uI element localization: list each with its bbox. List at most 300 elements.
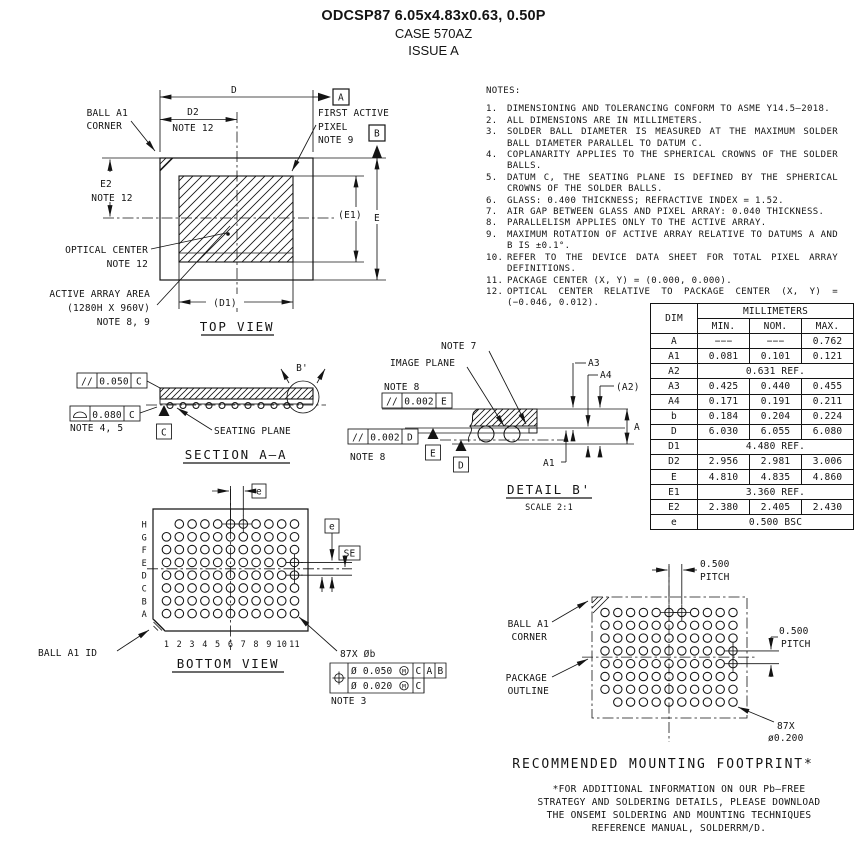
dim-a2-label: (A2) — [616, 382, 640, 393]
ball — [601, 608, 609, 616]
ball — [678, 647, 686, 655]
grid-label: G — [141, 533, 147, 544]
grid-label: 2 — [176, 640, 182, 650]
ball — [678, 634, 686, 642]
mounting-footprint — [506, 559, 814, 772]
dim-row: E1 3.360 REF. — [651, 485, 854, 500]
ball — [265, 597, 274, 606]
ball — [690, 660, 698, 668]
ball — [277, 584, 286, 593]
grid-label: 3 — [189, 640, 195, 650]
ball — [614, 634, 622, 642]
ball — [265, 558, 274, 567]
ball — [201, 571, 210, 580]
pitch-right-value: 0.500 — [779, 626, 809, 637]
ball — [232, 403, 238, 409]
grid-label: 8 — [253, 640, 259, 650]
fp-ball-a1-label-2: CORNER — [511, 632, 547, 643]
note-item: 4. COPLANARITY APPLIES TO THE SPHERICAL CROWNS OF THE SOLDER BALLS. — [486, 150, 838, 172]
ball — [239, 571, 248, 580]
fp-count-label-2: ø0.200 — [768, 733, 804, 744]
ball — [601, 685, 609, 693]
part-number: ODCSP87 6.05x4.83x0.63, 0.50P — [321, 8, 546, 24]
optical-center-label-2: NOTE 12 — [106, 259, 148, 270]
ball — [614, 608, 622, 616]
ball — [239, 609, 248, 618]
note-item: 10. REFER TO THE DEVICE DATA SHEET FOR TOTAL PIXEL ARRAY DEFINITIONS. — [486, 252, 838, 275]
ball — [626, 685, 634, 693]
fp-outline-label-1: PACKAGE — [505, 673, 547, 684]
pitch-top-value: 0.500 — [700, 559, 730, 570]
ball — [201, 597, 210, 606]
ball — [277, 520, 286, 529]
ball — [201, 609, 210, 618]
dim-row: E 4.810 4.835 4.860 — [651, 470, 854, 485]
footnote — [495, 783, 863, 835]
ball — [175, 545, 184, 554]
footer-line: STRATEGY AND SOLDERING DETAILS, PLEASE DOWNLOAD — [537, 797, 821, 808]
row-labels — [142, 521, 147, 621]
ball — [678, 660, 686, 668]
fcf-datum1c: B — [437, 666, 444, 677]
solder-ball-row — [167, 403, 303, 409]
ball — [690, 608, 698, 616]
ball — [219, 403, 225, 409]
ball — [265, 533, 274, 542]
ball — [188, 545, 197, 554]
par-d-datum: D — [407, 432, 413, 444]
grid-label: D — [141, 571, 147, 582]
ball — [690, 634, 698, 642]
ball — [601, 647, 609, 655]
pad-grid — [601, 604, 741, 706]
pitch-right-word: PITCH — [781, 639, 811, 650]
par-e-datum: E — [441, 396, 447, 408]
dim-e-label: E — [374, 213, 380, 224]
active-array-label-3: NOTE 8, 9 — [96, 317, 150, 328]
ball — [690, 685, 698, 693]
ball — [703, 698, 711, 706]
ball-a1-corner-label-1: BALL A1 — [86, 108, 128, 119]
se-label: SE — [343, 548, 356, 560]
footer-line: THE ONSEMI SOLDERING AND MOUNTING TECHNIQUES — [546, 810, 812, 821]
note-item: 1. DIMENSIONING AND TOLERANCING CONFORM TO ASME Y14.5–2018. — [486, 104, 831, 115]
dim-d1-label: (D1) — [213, 298, 237, 309]
ball — [162, 597, 171, 606]
ball — [290, 584, 299, 593]
ball — [213, 533, 222, 542]
ball — [162, 545, 171, 554]
grid-label: A — [141, 610, 147, 621]
ball — [175, 520, 184, 529]
pitch-e-label: e — [256, 486, 262, 498]
ball — [175, 558, 184, 567]
par-d-value: 0.002 — [370, 432, 400, 444]
note-item: 3. SOLDER BALL DIAMETER IS MEASURED AT THE MAXIMUM SOLDER BALL DIAMETER PARALLEL TO DATUM C. — [486, 127, 838, 149]
ball — [678, 621, 686, 629]
ball — [601, 621, 609, 629]
datum-c-label: C — [161, 427, 167, 439]
dim-a4-label: A4 — [600, 370, 612, 381]
ball — [652, 672, 660, 680]
ball — [277, 558, 286, 567]
ball-grid — [162, 516, 303, 618]
dim-e2-label: E2 — [100, 179, 112, 190]
ball — [290, 520, 299, 529]
ball — [201, 558, 210, 567]
ball — [239, 533, 248, 542]
dim-row: D2 2.956 2.981 3.006 — [651, 454, 854, 469]
ball — [639, 660, 647, 668]
ball — [601, 634, 609, 642]
ball — [239, 545, 248, 554]
ball — [652, 634, 660, 642]
ball — [213, 597, 222, 606]
ball — [652, 698, 660, 706]
ball — [290, 545, 299, 554]
ball — [188, 533, 197, 542]
top-view-caption: TOP VIEW — [199, 319, 275, 334]
coplanarity-datum: C — [129, 410, 135, 421]
pitch-e-right-label: e — [329, 521, 335, 533]
detail-callout-label: B' — [296, 363, 308, 374]
ball — [180, 403, 186, 409]
ball — [716, 672, 724, 680]
ball — [162, 584, 171, 593]
ball — [652, 660, 660, 668]
ball — [626, 647, 634, 655]
dimension-table — [650, 303, 854, 530]
datum-b-label: B — [374, 128, 380, 140]
ball — [297, 403, 303, 409]
ball — [690, 672, 698, 680]
ball — [729, 634, 737, 642]
ball — [193, 403, 199, 409]
ball — [245, 403, 251, 409]
note-item: 6. GLASS: 0.400 THICKNESS; REFRACTIVE INDEX = 1.52. — [486, 195, 784, 206]
note-item: 8. PARALLELISM APPLIES ONLY TO THE ACTIVE ARRAY. — [486, 218, 767, 229]
ball — [729, 698, 737, 706]
ball — [639, 621, 647, 629]
dim-row: A3 0.425 0.440 0.455 — [651, 379, 854, 394]
datum-b-arrow — [372, 145, 382, 158]
dim-row: A2 0.631 REF. — [651, 364, 854, 379]
note-item: 9. MAXIMUM ROTATION OF ACTIVE ARRAY RELATIVE TO DATUMS A AND B IS ±0.1°. — [486, 229, 838, 252]
fp-ball-a1-label-1: BALL A1 — [507, 619, 549, 630]
grid-label: 1 — [163, 640, 170, 650]
ball — [162, 533, 171, 542]
ball — [162, 571, 171, 580]
ball — [277, 597, 286, 606]
parallelism-value: 0.050 — [99, 376, 129, 388]
seating-plane-label: SEATING PLANE — [214, 426, 291, 437]
ball — [252, 520, 261, 529]
ball — [252, 545, 261, 554]
min-header: MIN. — [698, 319, 750, 334]
ball — [729, 608, 737, 616]
dim-d2-note: NOTE 12 — [172, 123, 214, 134]
ball — [639, 685, 647, 693]
datum-d-label: D — [458, 460, 464, 472]
dim-e2-note: NOTE 12 — [91, 193, 133, 204]
ball — [703, 685, 711, 693]
ball-a1-corner-label-2: CORNER — [86, 121, 122, 132]
dim-a3-label: A3 — [588, 358, 600, 369]
ball — [167, 403, 173, 409]
dim-row: A1 0.081 0.101 0.121 — [651, 349, 854, 364]
fcf-dia2: Ø 0.020 — [351, 681, 393, 692]
ball — [175, 571, 184, 580]
notes-list — [486, 104, 838, 309]
ball — [678, 698, 686, 706]
ball — [690, 698, 698, 706]
ball — [265, 571, 274, 580]
note-item: 2. ALL DIMENSIONS ARE IN MILLIMETERS. — [486, 115, 704, 126]
ball — [188, 558, 197, 567]
fcf-mod1: M — [402, 667, 406, 676]
ball — [213, 571, 222, 580]
fcf-datum1b: A — [426, 666, 433, 677]
grid-label: 7 — [240, 640, 246, 650]
ball — [614, 621, 622, 629]
par-e-symbol: // — [386, 396, 398, 408]
ball — [277, 609, 286, 618]
bottom-view — [38, 484, 446, 707]
ball — [201, 584, 210, 593]
detail-b-caption: DETAIL B' — [507, 482, 591, 497]
ball — [239, 597, 248, 606]
fcf-datum1a: C — [415, 666, 422, 677]
image-plane-label: IMAGE PLANE — [390, 358, 456, 369]
active-array-label-2: (1280H X 960V) — [67, 303, 150, 314]
ball — [175, 609, 184, 618]
parallelism-symbol: // — [81, 376, 93, 388]
ball — [716, 621, 724, 629]
grid-label: 5 — [215, 640, 221, 650]
ball — [729, 685, 737, 693]
grid-label: 6 — [227, 640, 234, 650]
fcf-datum2a: C — [415, 681, 422, 692]
ball — [265, 545, 274, 554]
ball — [614, 698, 622, 706]
ball — [162, 609, 171, 618]
grid-label: 10 — [276, 640, 288, 650]
section-aa — [70, 363, 326, 463]
note-item: 5. DATUM C, THE SEATING PLANE IS DEFINED BY THE SPHERICAL CROWNS OF THE SOLDER BALLS. — [486, 172, 838, 195]
coplanarity-icon — [74, 412, 87, 417]
footprint-caption: RECOMMENDED MOUNTING FOOTPRINT* — [512, 757, 814, 772]
dim-d2-label: D2 — [187, 107, 199, 118]
ball — [601, 660, 609, 668]
note3-label: NOTE 3 — [331, 696, 367, 707]
ball — [277, 571, 286, 580]
ball — [252, 609, 261, 618]
dim-d-label: D — [231, 85, 237, 96]
dim-row: e 0.500 BSC — [651, 515, 854, 530]
note-item: 11. PACKAGE CENTER (X, Y) = (0.000, 0.000). — [486, 275, 732, 286]
notes-heading: NOTES: — [486, 86, 521, 96]
grid-label: B — [141, 597, 147, 608]
grid-label: F — [141, 546, 147, 557]
notes-section — [486, 86, 838, 310]
fcf-mod2: M — [402, 682, 406, 691]
dim-row: E2 2.380 2.405 2.430 — [651, 500, 854, 515]
ball — [652, 608, 660, 616]
ball — [201, 533, 210, 542]
first-active-pixel-label-2: PIXEL — [318, 122, 348, 133]
section-aa-caption: SECTION A–A — [184, 447, 288, 462]
ball — [703, 672, 711, 680]
ball — [614, 647, 622, 655]
ball — [201, 545, 210, 554]
ball — [162, 558, 171, 567]
parallelism-datum: C — [136, 376, 142, 388]
ball — [614, 672, 622, 680]
dim-header: DIM — [651, 304, 698, 334]
section-note: NOTE 4, 5 — [70, 423, 124, 434]
grid-label: H — [141, 520, 147, 531]
datum-a-arrow — [318, 93, 331, 101]
ball — [188, 520, 197, 529]
datum-a-label: A — [338, 92, 344, 104]
ball — [188, 571, 197, 580]
ball — [175, 584, 184, 593]
ball — [729, 621, 737, 629]
ball — [652, 685, 660, 693]
ball — [213, 584, 222, 593]
ball — [703, 608, 711, 616]
first-active-pixel-label-3: NOTE 9 — [318, 135, 354, 146]
ball — [639, 698, 647, 706]
optical-center-label-1: OPTICAL CENTER — [65, 245, 148, 256]
grid-label: 11 — [289, 640, 300, 650]
ball — [678, 685, 686, 693]
ball — [265, 584, 274, 593]
fp-outline-label-2: OUTLINE — [507, 686, 549, 697]
ball — [601, 672, 609, 680]
ball — [614, 685, 622, 693]
ball — [678, 672, 686, 680]
ball — [175, 533, 184, 542]
par-e-value: 0.002 — [404, 396, 434, 408]
grid-label: 9 — [266, 640, 272, 650]
datum-e-flag — [428, 428, 439, 439]
dim-row: D 6.030 6.055 6.080 — [651, 424, 854, 439]
ball — [729, 672, 737, 680]
dim-e1-label: (E1) — [338, 210, 362, 221]
ball — [716, 698, 724, 706]
ball — [252, 533, 261, 542]
ball — [652, 647, 660, 655]
note-item: 7. AIR GAP BETWEEN GLASS AND PIXEL ARRAY: 0.040 THICKNESS. — [486, 207, 825, 218]
ball — [626, 660, 634, 668]
ball — [639, 608, 647, 616]
ball — [690, 621, 698, 629]
fp-count-label-1: 87X — [777, 721, 795, 732]
ball — [639, 672, 647, 680]
ball — [252, 584, 261, 593]
ball — [690, 647, 698, 655]
case-number: CASE 570AZ — [394, 26, 473, 41]
ball — [252, 597, 261, 606]
ball — [290, 609, 299, 618]
detail-b — [348, 341, 640, 513]
ball — [258, 403, 264, 409]
ball — [626, 621, 634, 629]
ball — [626, 672, 634, 680]
ball — [703, 621, 711, 629]
ball — [626, 634, 634, 642]
ball — [277, 533, 286, 542]
ball — [206, 403, 212, 409]
footer-line: REFERENCE MANUAL, SOLDERRM/D. — [591, 823, 767, 834]
ball — [271, 403, 277, 409]
issue: ISSUE A — [408, 43, 459, 58]
ball — [188, 597, 197, 606]
ball — [703, 647, 711, 655]
ball — [716, 608, 724, 616]
nom-header: NOM. — [750, 319, 802, 334]
ball — [213, 520, 222, 529]
coplanarity-value: 0.080 — [92, 410, 122, 421]
pitch-top-word: PITCH — [700, 572, 730, 583]
units-header: MILLIMETERS — [698, 304, 854, 319]
ball — [188, 609, 197, 618]
ball — [239, 584, 248, 593]
glass-detail — [470, 409, 537, 426]
ball — [716, 647, 724, 655]
dim-row: b 0.184 0.204 0.224 — [651, 409, 854, 424]
datum-e-label: E — [430, 448, 436, 460]
detail-b-scale: SCALE 2:1 — [525, 503, 573, 513]
note-item: 12. OPTICAL CENTER RELATIVE TO PACKAGE CENTER (X, Y) = (−0.046, 0.012). — [486, 286, 838, 309]
title-block — [0, 8, 867, 58]
ball — [239, 558, 248, 567]
datum-c-flag — [159, 405, 170, 416]
glass-section — [160, 388, 313, 399]
optical-center-dot — [226, 232, 230, 236]
max-header: MAX. — [802, 319, 854, 334]
ball — [265, 609, 274, 618]
ball — [252, 558, 261, 567]
ball — [716, 685, 724, 693]
bottom-view-caption: BOTTOM VIEW — [176, 656, 280, 671]
ball — [652, 621, 660, 629]
ball — [201, 520, 210, 529]
ball-a1-chamfer — [160, 158, 173, 171]
datum-d-flag — [456, 440, 467, 451]
grid-label: C — [141, 584, 147, 595]
dim-row: D1 4.480 REF. — [651, 439, 854, 454]
top-view — [49, 85, 389, 335]
note8-bottom-label: NOTE 8 — [350, 452, 386, 463]
ball — [639, 634, 647, 642]
note7-label: NOTE 7 — [441, 341, 477, 352]
ball — [213, 558, 222, 567]
ball — [213, 609, 222, 618]
grid-label: 4 — [202, 640, 208, 650]
grid-label: E — [141, 558, 147, 569]
ball-a1-id-label: BALL A1 ID — [38, 648, 98, 659]
fcf-dia1: Ø 0.050 — [351, 666, 393, 677]
ball — [175, 597, 184, 606]
active-array-label-1: ACTIVE ARRAY AREA — [49, 289, 150, 300]
ball — [614, 660, 622, 668]
dim-a-label: A — [634, 422, 640, 433]
ball — [213, 545, 222, 554]
ball — [277, 545, 286, 554]
ball — [703, 634, 711, 642]
